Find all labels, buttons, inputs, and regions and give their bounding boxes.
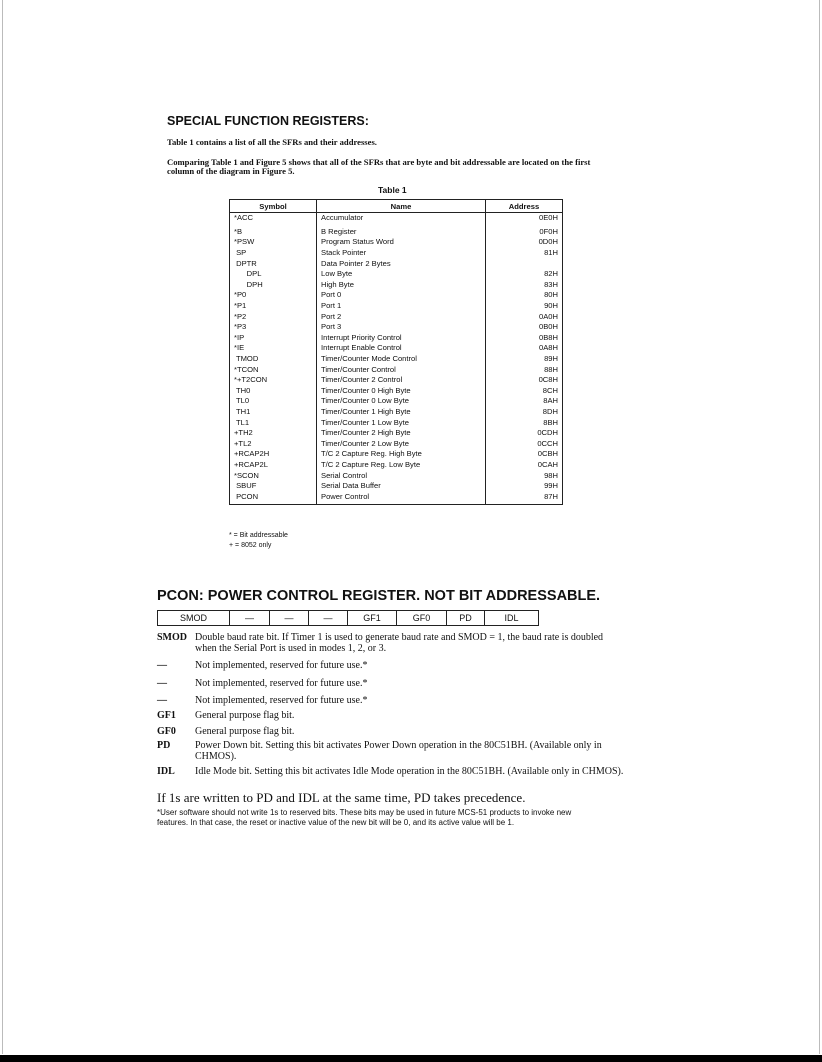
cell-addr: 0CBH <box>486 449 563 460</box>
table-row <box>230 248 563 259</box>
pcon-heading: PCON: POWER CONTROL REGISTER. NOT BIT ADDRESSABLE. <box>157 588 601 604</box>
cell-name: High Byte <box>317 280 486 291</box>
cell-sym: DPL <box>230 269 317 280</box>
table-row <box>230 396 563 407</box>
cell-addr: 88H <box>486 364 563 375</box>
precedence-note: If 1s are written to PD and IDL at the same time, PD takes precedence. <box>157 790 526 805</box>
table-row <box>230 364 563 375</box>
bit-cell: GF1 <box>348 611 397 626</box>
sfr-table <box>229 199 563 505</box>
description-line: Idle Mode bit. Setting this bit activates Idle Mode operation in the 80C51BH. (Available only in CHMOS). <box>195 766 624 777</box>
cell-name: T/C 2 Capture Reg. High Byte <box>317 449 486 460</box>
cell-name: Timer/Counter 2 Control <box>317 375 486 386</box>
footnote-8052-only: + = 8052 only <box>229 542 272 549</box>
bit-description <box>195 710 294 721</box>
cell-sym: *SCON <box>230 470 317 481</box>
column-header-name: Name <box>317 200 486 213</box>
bit-cell: IDL <box>485 611 539 626</box>
intro-paragraph: Table 1 contains a list of all the SFRs and their addresses. <box>167 137 377 147</box>
cell-sym: PCON <box>230 491 317 504</box>
cell-addr: 0C8H <box>486 375 563 386</box>
bit-cell: — <box>230 611 270 626</box>
pcon-bit-layout <box>157 610 539 626</box>
cell-sym: DPH <box>230 280 317 291</box>
description-line: Double baud rate bit. If Timer 1 is used to generate baud rate and SMOD = 1, the baud rate is doubled <box>195 632 604 643</box>
cell-name: Port 0 <box>317 290 486 301</box>
comparison-paragraph-line1: Comparing Table 1 and Figure 5 shows that all of the SFRs that are byte and bit addressable are located on the first <box>167 157 591 167</box>
bit-label: — <box>157 678 167 689</box>
bit-cell: — <box>270 611 309 626</box>
table-row <box>230 343 563 354</box>
cell-sym: *IE <box>230 343 317 354</box>
cell-sym: *P2 <box>230 311 317 322</box>
cell-addr: 0CCH <box>486 438 563 449</box>
comparison-paragraph-line2: column of the diagram in Figure 5. <box>167 166 295 176</box>
cell-name: Timer/Counter 0 High Byte <box>317 386 486 397</box>
cell-sym: +TL2 <box>230 438 317 449</box>
cell-sym: DPTR <box>230 258 317 269</box>
cell-name: Timer/Counter Control <box>317 364 486 375</box>
footnote-line: features. In that case, the reset or inactive value of the new bit will be 0, and its active value will be 1. <box>157 818 515 827</box>
cell-addr: 8AH <box>486 396 563 407</box>
table-row <box>230 407 563 418</box>
cell-name: Serial Data Buffer <box>317 481 486 492</box>
table-row <box>230 428 563 439</box>
table-row <box>230 224 563 238</box>
table-row <box>230 280 563 291</box>
table-row <box>230 311 563 322</box>
cell-addr: 98H <box>486 470 563 481</box>
cell-name: Timer/Counter 2 Low Byte <box>317 438 486 449</box>
description-line: CHMOS). <box>195 751 237 762</box>
cell-addr: 82H <box>486 269 563 280</box>
cell-sym: *+T2CON <box>230 375 317 386</box>
cell-name: Stack Pointer <box>317 248 486 259</box>
cell-addr: 0B0H <box>486 322 563 333</box>
description-line: Power Down bit. Setting this bit activates Power Down operation in the 80C51BH. (Available only in <box>195 740 602 751</box>
cell-sym: TH1 <box>230 407 317 418</box>
description-line: when the Serial Port is used in modes 1, 2, or 3. <box>195 643 387 654</box>
table-caption: Table 1 <box>378 185 407 195</box>
bit-label: — <box>157 695 167 706</box>
table-row <box>230 258 563 269</box>
table-row <box>230 438 563 449</box>
table-row <box>230 417 563 428</box>
table-row <box>230 354 563 365</box>
column-header-symbol: Symbol <box>230 200 317 213</box>
bit-description <box>195 726 294 737</box>
cell-addr: 99H <box>486 481 563 492</box>
cell-addr: 83H <box>486 280 563 291</box>
table-row <box>230 481 563 492</box>
cell-name: Timer/Counter 1 High Byte <box>317 407 486 418</box>
footnote-line: *User software should not write 1s to reserved bits. These bits may be used in future MCS-51 products to invoke new <box>157 808 572 817</box>
description-line: General purpose flag bit. <box>195 710 295 721</box>
cell-addr: 0D0H <box>486 237 563 248</box>
cell-sym: +RCAP2H <box>230 449 317 460</box>
cell-addr <box>486 258 563 269</box>
cell-addr: 81H <box>486 248 563 259</box>
cell-addr: 0A8H <box>486 343 563 354</box>
cell-sym: TMOD <box>230 354 317 365</box>
cell-name: Port 2 <box>317 311 486 322</box>
bit-cell: PD <box>447 611 485 626</box>
cell-name: Data Pointer 2 Bytes <box>317 258 486 269</box>
description-line: Not implemented, reserved for future use.* <box>195 660 368 671</box>
cell-addr: 0F0H <box>486 224 563 238</box>
cell-addr: 8CH <box>486 386 563 397</box>
cell-addr: 0CAH <box>486 460 563 471</box>
cell-name: Port 3 <box>317 322 486 333</box>
bit-label: PD <box>157 740 171 751</box>
cell-sym: *ACC <box>230 213 317 224</box>
cell-addr: 8BH <box>486 417 563 428</box>
table-row <box>230 301 563 312</box>
cell-addr: 90H <box>486 301 563 312</box>
bit-description <box>195 678 367 689</box>
cell-name: Interrupt Priority Control <box>317 333 486 344</box>
cell-name: Timer/Counter 2 High Byte <box>317 428 486 439</box>
bit-description <box>195 766 623 777</box>
cell-name: Port 1 <box>317 301 486 312</box>
cell-name: Low Byte <box>317 269 486 280</box>
cell-name: Interrupt Enable Control <box>317 343 486 354</box>
bit-cell: GF0 <box>397 611 447 626</box>
cell-sym: SBUF <box>230 481 317 492</box>
bit-description <box>195 660 367 671</box>
footnote-bit-addressable: * = Bit addressable <box>229 532 288 539</box>
bottom-bar <box>0 1055 822 1062</box>
cell-addr: 0E0H <box>486 213 563 224</box>
cell-sym: TL1 <box>230 417 317 428</box>
cell-addr: 87H <box>486 491 563 504</box>
description-line: Not implemented, reserved for future use.* <box>195 695 368 706</box>
description-line: General purpose flag bit. <box>195 726 295 737</box>
cell-sym: +RCAP2L <box>230 460 317 471</box>
table-row <box>230 290 563 301</box>
table-row <box>230 386 563 397</box>
column-header-address: Address <box>486 200 563 213</box>
cell-name: Serial Control <box>317 470 486 481</box>
cell-sym: *P0 <box>230 290 317 301</box>
cell-name: Timer/Counter 0 Low Byte <box>317 396 486 407</box>
cell-addr: 0A0H <box>486 311 563 322</box>
cell-name: T/C 2 Capture Reg. Low Byte <box>317 460 486 471</box>
table-row <box>230 460 563 471</box>
cell-sym: TL0 <box>230 396 317 407</box>
table-row <box>230 470 563 481</box>
bit-description <box>195 740 602 762</box>
table-row <box>230 269 563 280</box>
bit-cell: — <box>309 611 348 626</box>
table-row <box>230 322 563 333</box>
bit-cell: SMOD <box>158 611 230 626</box>
bit-label: — <box>157 660 167 671</box>
cell-sym: TH0 <box>230 386 317 397</box>
table-row <box>230 333 563 344</box>
cell-name: B Register <box>317 224 486 238</box>
cell-name: Accumulator <box>317 213 486 224</box>
bit-label: IDL <box>157 766 175 777</box>
bit-description <box>195 632 603 654</box>
cell-sym: *B <box>230 224 317 238</box>
cell-name: Program Status Word <box>317 237 486 248</box>
bit-label: GF0 <box>157 726 176 737</box>
cell-sym: *IP <box>230 333 317 344</box>
cell-sym: SP <box>230 248 317 259</box>
cell-name: Timer/Counter 1 Low Byte <box>317 417 486 428</box>
cell-name: Timer/Counter Mode Control <box>317 354 486 365</box>
bit-label: SMOD <box>157 632 187 643</box>
section-heading: SPECIAL FUNCTION REGISTERS: <box>167 114 369 128</box>
cell-addr: 89H <box>486 354 563 365</box>
description-line: Not implemented, reserved for future use.* <box>195 678 368 689</box>
cell-addr: 0B8H <box>486 333 563 344</box>
table-row <box>230 449 563 460</box>
cell-sym: *PSW <box>230 237 317 248</box>
cell-name: Power Control <box>317 491 486 504</box>
table-row <box>230 237 563 248</box>
cell-sym: *TCON <box>230 364 317 375</box>
cell-addr: 0CDH <box>486 428 563 439</box>
reserved-bits-footnote <box>157 808 571 828</box>
bit-description <box>195 695 367 706</box>
cell-sym: *P1 <box>230 301 317 312</box>
table-row <box>230 213 563 224</box>
cell-sym: +TH2 <box>230 428 317 439</box>
cell-addr: 80H <box>486 290 563 301</box>
bit-label: GF1 <box>157 710 176 721</box>
table-row <box>230 491 563 504</box>
cell-sym: *P3 <box>230 322 317 333</box>
table-row <box>230 375 563 386</box>
cell-addr: 8DH <box>486 407 563 418</box>
